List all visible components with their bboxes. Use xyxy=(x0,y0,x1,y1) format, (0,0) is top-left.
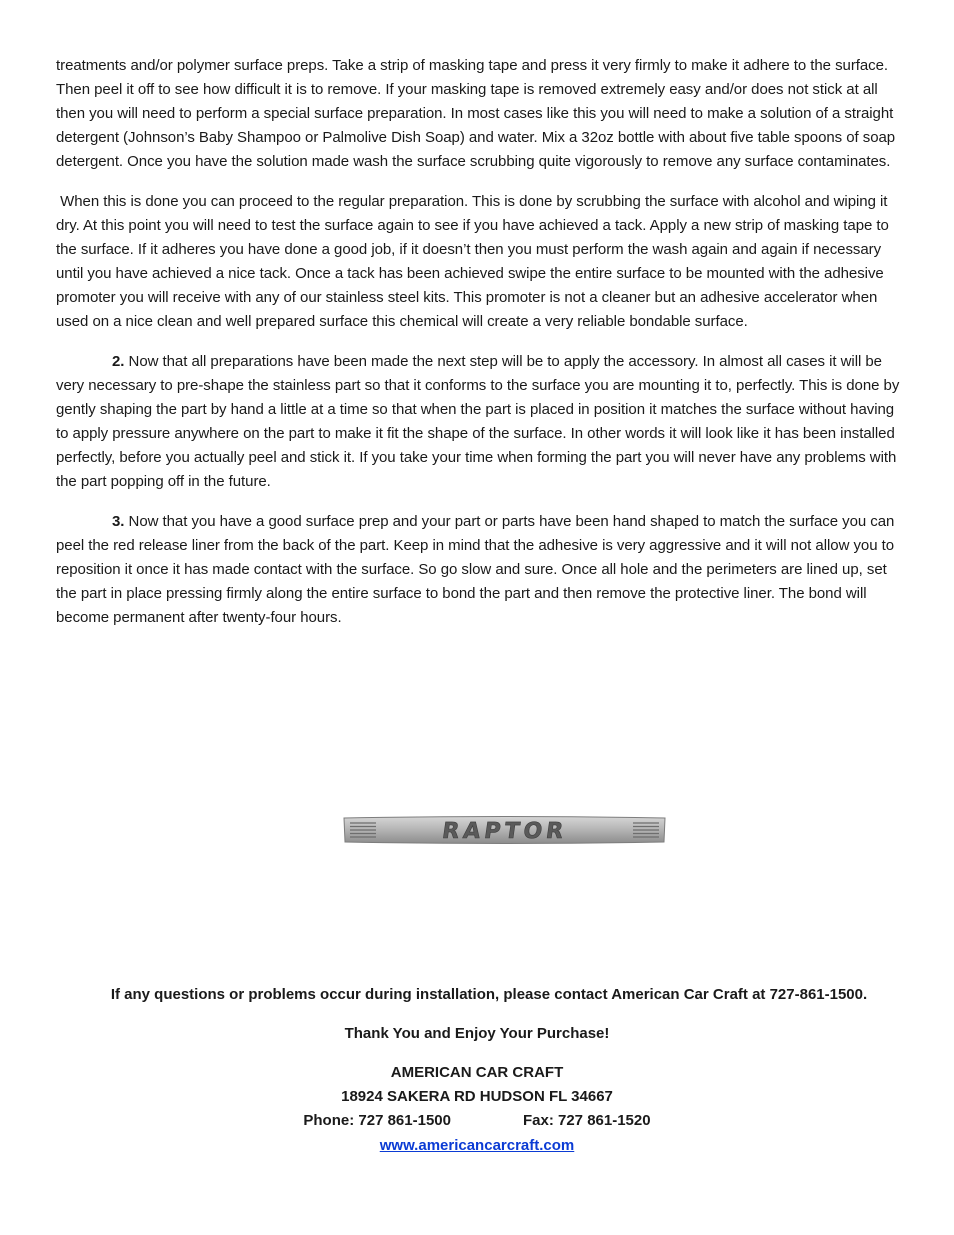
company-name: AMERICAN CAR CRAFT xyxy=(390,1064,564,1081)
step-3-text: Now that you have a good surface prep and your part or parts have been hand shaped to match the surface you can peel the red release liner from the back of the part. Keep in mind that the adhesive is very aggressive and it will not allow you to reposition it once it has made contact with the surface. So go slow and sure. Once all hole and the perimeters are lined up, set the part in place pressing firmly along the entire surface to bond the part and then remove the protective liner. The bond will become permanent after twenty-four hours. xyxy=(56,513,895,626)
fax-number: Fax: 727 861-1520 xyxy=(522,1112,651,1129)
raptor-emblem-graphic xyxy=(342,815,667,845)
raptor-emblem-image xyxy=(342,815,667,845)
company-address: 18924 SAKERA RD HUDSON FL 34667 xyxy=(341,1088,613,1105)
paragraph-step-2 xyxy=(56,350,902,494)
emblem-lettering: RAPTOR xyxy=(440,818,569,844)
company-info xyxy=(0,1061,954,1158)
paragraph-surface-prep: treatments and/or polymer surface preps. Take a strip of masking tape and press it very firmly to make it adhere to the surface. Then peel it off to see how difficult it is to remove. If your masking tape is removed extremely easy and/or does not stick at all then you will need to perform a special surface preparation. In most cases like this you will need to make a solution of a straight detergent (Johnson’s Baby Shampoo or Palmolive Dish Soap) and water. Mix a 32oz bottle with about five table spoons of soap detergent. Once you have the solution made wash the surface scrubbing quite vigorously to remove any surface contaminates. xyxy=(56,57,896,170)
contact-notice: If any questions or problems occur during installation, please contact American Car Craft at 727-861-1500. xyxy=(110,986,868,1003)
step-2-number: 2. xyxy=(112,353,125,370)
paragraph-step-3 xyxy=(56,510,902,630)
website-link[interactable]: www.americancarcraft.com xyxy=(379,1137,575,1154)
phone-fax-row xyxy=(0,1109,954,1133)
phone-number: Phone: 727 861-1500 xyxy=(303,1112,451,1129)
document-body xyxy=(56,54,902,630)
step-2-text: Now that all preparations have been made the next step will be to apply the accessory. In almost all cases it will be very necessary to pre-shape the stainless part so that it conforms to the surface you are mounting it to, perfectly. This is done by gently shaping the part by hand a little at a time so that when the part is placed in position it matches the surface without having to apply pressure anywhere on the part to make it fit the shape of the surface. In other words it will look like it has been installed perfectly, before you actually peel and stick it. If you take your time when forming the part you will never have any problems with the part popping off in the future. xyxy=(56,353,900,490)
thank-you-message: Thank You and Enjoy Your Purchase! xyxy=(344,1025,610,1042)
step-3-number: 3. xyxy=(112,513,125,530)
paragraph-regular-prep: When this is done you can proceed to the regular preparation. This is done by scrubbing the surface with alcohol and wiping it dry. At this point you will need to test the surface again to see if you have achieved a tack. Apply a new strip of masking tape to the surface. If it adheres you have done a good job, if it doesn’t then you must perform the wash again and again if necessary until you have achieved a nice tack. Once a tack has been achieved swipe the entire surface to be mounted with the adhesive promoter you will receive with any of our stainless steel kits. This promoter is not a cleaner but an adhesive accelerator when used on a nice clean and well prepared surface this chemical will create a very reliable bondable surface. xyxy=(56,193,893,330)
